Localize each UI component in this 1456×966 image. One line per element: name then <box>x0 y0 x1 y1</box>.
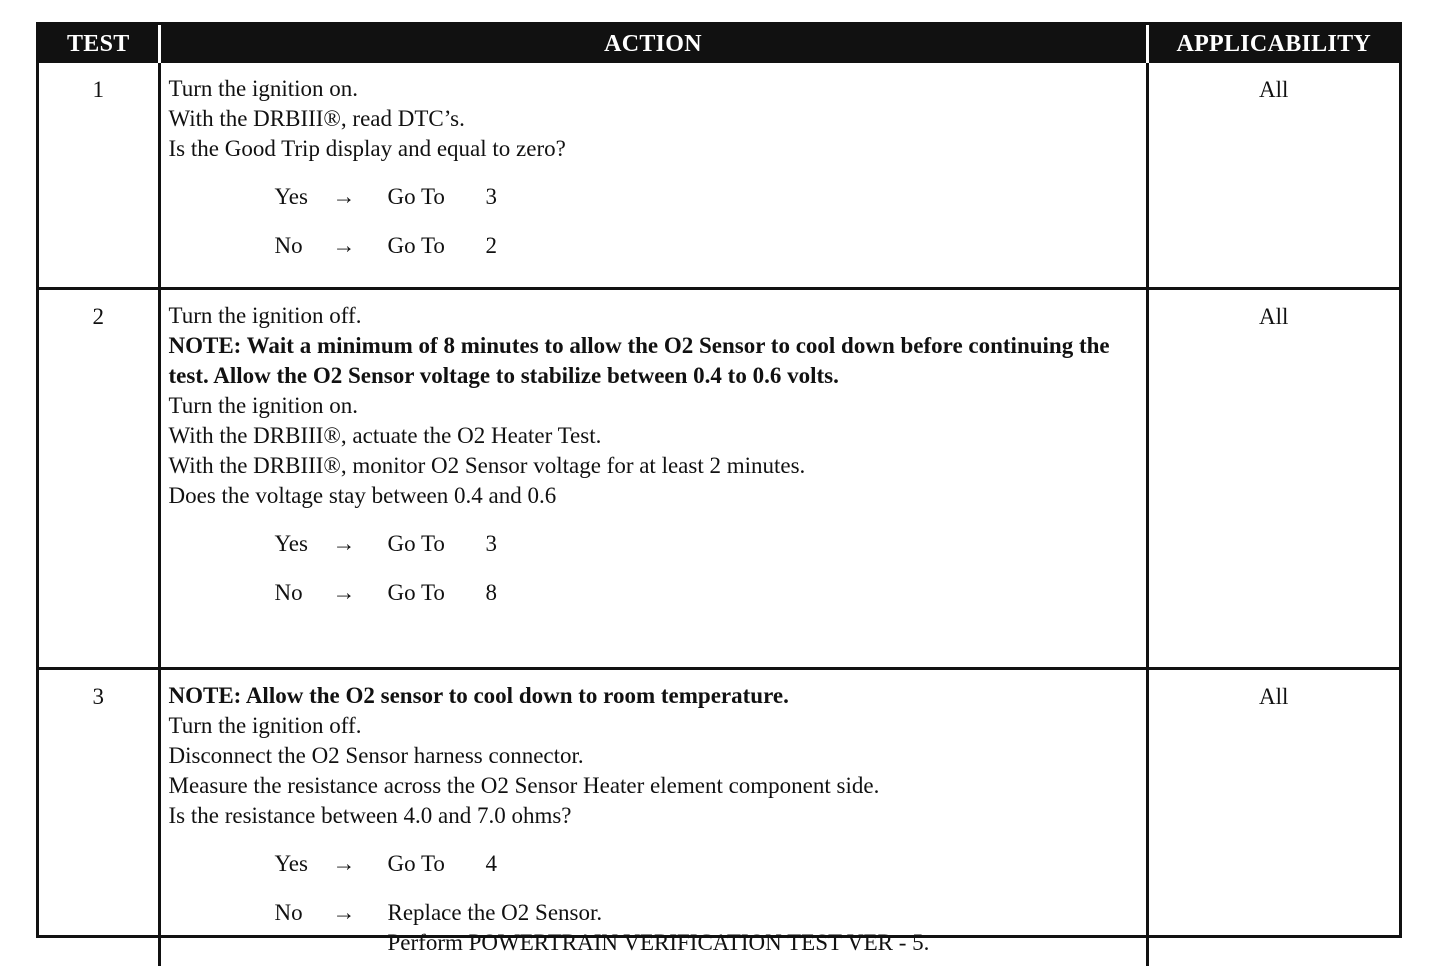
branch-no-label: No <box>275 578 333 608</box>
branch-yes-label: Yes <box>275 182 333 212</box>
verification-link[interactable]: Perform POWERTRAIN VERIFICATION TEST VER - 5. <box>388 928 930 958</box>
arrow-right-icon: → <box>333 578 388 608</box>
branch-group <box>169 529 1138 608</box>
action-step: Measure the resistance across the O2 Sensor Heater element component side. <box>169 771 1138 801</box>
applicability-value: All <box>1147 289 1399 669</box>
branch-yes-label: Yes <box>275 529 333 559</box>
arrow-right-icon: → <box>333 898 388 958</box>
action-step: With the DRBIII®, read DTC’s. <box>169 104 1138 134</box>
goto-target: 3 <box>486 182 498 212</box>
branch-no <box>169 578 1138 608</box>
branch-group <box>169 182 1138 261</box>
branch-yes <box>169 529 1138 559</box>
goto-link[interactable] <box>388 578 498 608</box>
test-action <box>159 289 1147 669</box>
action-question: Does the voltage stay between 0.4 and 0.6 <box>169 481 1138 511</box>
action-question: Is the resistance between 4.0 and 7.0 ohms? <box>169 801 1138 831</box>
action-step: Turn the ignition on. <box>169 391 1138 421</box>
table-row <box>39 63 1399 289</box>
test-number: 2 <box>39 289 159 669</box>
arrow-right-icon: → <box>333 849 388 879</box>
action-step: Turn the ignition off. <box>169 711 1138 741</box>
header-action: ACTION <box>159 25 1147 63</box>
note-text: NOTE: Wait a minimum of 8 minutes to allow the O2 Sensor to cool down before continuing the test. Allow the O2 Sensor voltage to stabilize between 0.4 to 0.6 volts. <box>169 331 1138 391</box>
branch-yes <box>169 849 1138 879</box>
action-step: Turn the ignition off. <box>169 301 1138 331</box>
goto-target: 8 <box>486 578 498 608</box>
test-number: 1 <box>39 63 159 289</box>
action-step: Disconnect the O2 Sensor harness connector. <box>169 741 1138 771</box>
action-step: With the DRBIII®, monitor O2 Sensor voltage for at least 2 minutes. <box>169 451 1138 481</box>
goto-label: Go To <box>388 529 486 559</box>
note-text: NOTE: Allow the O2 sensor to cool down to room temperature. <box>169 681 1138 711</box>
arrow-right-icon: → <box>333 529 388 559</box>
branch-yes-label: Yes <box>275 849 333 879</box>
header-test: TEST <box>39 25 159 63</box>
arrow-right-icon: → <box>333 182 388 212</box>
branch-no-label: No <box>275 898 333 958</box>
test-table <box>39 25 1399 966</box>
goto-link[interactable] <box>388 849 498 879</box>
applicability-value: All <box>1147 669 1399 966</box>
table-header-row <box>39 25 1399 63</box>
branch-group <box>169 849 1138 958</box>
branch-yes <box>169 182 1138 212</box>
goto-target: 3 <box>486 529 498 559</box>
action-step: Replace the O2 Sensor. <box>388 898 930 928</box>
action-question: Is the Good Trip display and equal to zero? <box>169 134 1138 164</box>
goto-label: Go To <box>388 231 486 261</box>
action-step: Turn the ignition on. <box>169 74 1138 104</box>
branch-no-label: No <box>275 231 333 261</box>
goto-target: 4 <box>486 849 498 879</box>
test-action <box>159 63 1147 289</box>
arrow-right-icon: → <box>333 231 388 261</box>
diagnostic-test-table <box>36 22 1402 938</box>
goto-label: Go To <box>388 578 486 608</box>
applicability-value: All <box>1147 63 1399 289</box>
branch-no <box>169 231 1138 261</box>
branch-no-actions <box>388 898 930 958</box>
test-number: 3 <box>39 669 159 966</box>
header-applicability: APPLICABILITY <box>1147 25 1399 63</box>
table-row <box>39 289 1399 669</box>
goto-label: Go To <box>388 849 486 879</box>
goto-link[interactable] <box>388 529 498 559</box>
goto-target: 2 <box>486 231 498 261</box>
table-row <box>39 669 1399 966</box>
branch-no <box>169 898 1138 958</box>
goto-label: Go To <box>388 182 486 212</box>
goto-link[interactable] <box>388 182 498 212</box>
goto-link[interactable] <box>388 231 498 261</box>
test-action <box>159 669 1147 966</box>
action-step: With the DRBIII®, actuate the O2 Heater Test. <box>169 421 1138 451</box>
